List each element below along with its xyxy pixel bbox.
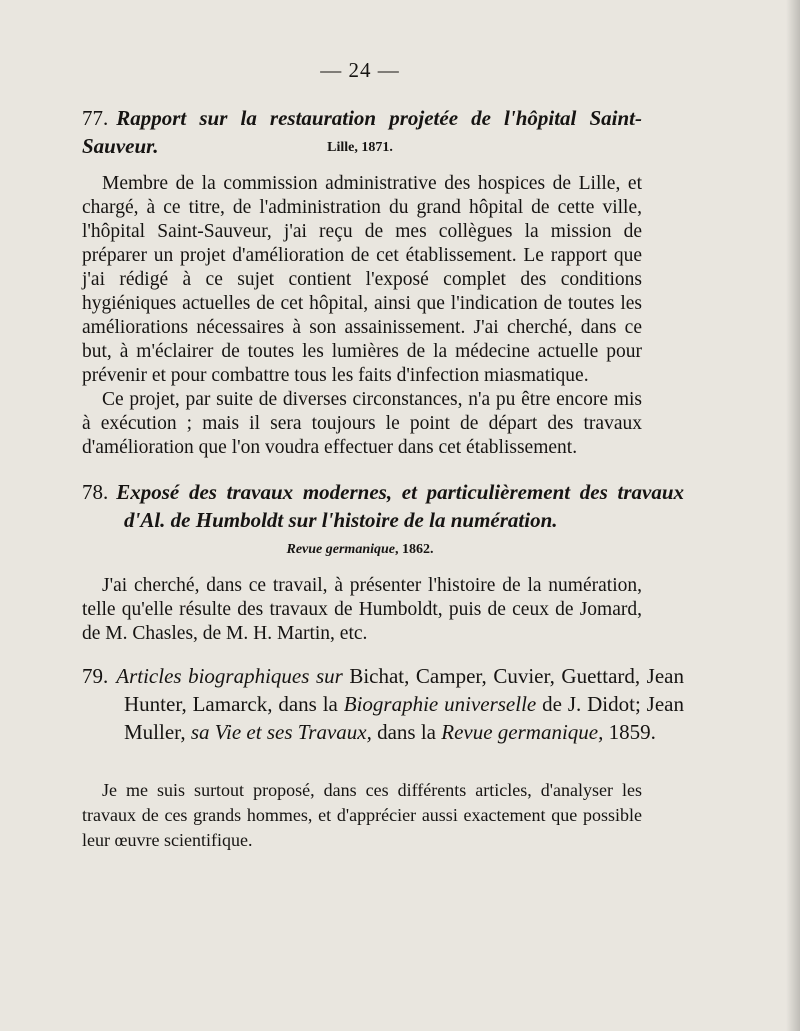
entry-77-body: [82, 172, 642, 460]
entry-78-source-year: , 1862.: [395, 542, 434, 557]
entry-77-paragraph-2: Ce projet, par suite de diverses circonstances, n'a pu être encore mis à exécution ; mais il sera toujours le point de départ des travaux d'amélioration que l'on voudra effectuer dans cet établissement.: [82, 389, 642, 458]
entry-77-source: Lille, 1871.: [327, 140, 393, 155]
entry-79-title-part-8: 1859.: [603, 720, 656, 744]
entry-77-title: Rapport sur la restauration projetée de l'hôpital Saint-Sauveur.: [82, 106, 642, 158]
entry-78-paragraph-1: J'ai cherché, dans ce travail, à présenter l'histoire de la numération, telle qu'elle résulte des travaux de Humboldt, puis de ceux de Jomard, de M. Chasles, de M. H. Martin, etc.: [82, 575, 642, 644]
entry-79-title-part-3: Biographie universelle: [343, 692, 537, 716]
entry-79-title-part-5: sa Vie et ses Travaux,: [190, 720, 372, 744]
entry-79-title-part-1: Articles biographiques sur: [116, 664, 350, 688]
entry-78-number: 78.: [82, 480, 109, 504]
entry-79-heading: [82, 662, 684, 746]
entry-79-title-part-7: Revue germanique,: [441, 720, 604, 744]
entry-77-number: 77.: [82, 106, 109, 130]
entry-79-paragraph-1: Je me suis surtout proposé, dans ces différents articles, d'analyser les travaux de ces grands hommes, et d'apprécier aussi exactement que possible leur œuvre scientifique.: [82, 780, 642, 850]
entry-78-source-journal: Revue germanique: [286, 542, 395, 557]
entry-78-title: Exposé des travaux modernes, et particulièrement des travaux d'Al. de Humboldt sur l'histoire de la numération.: [116, 480, 684, 532]
entry-79-number: 79.: [82, 664, 109, 688]
page-number: — 24 —: [320, 58, 400, 82]
entry-79-title-part-6: dans la: [371, 720, 442, 744]
entry-78-body: [82, 574, 642, 646]
entry-77-paragraph-1: Membre de la commission administrative des hospices de Lille, et chargé, à ce titre, de l'administration du grand hôpital de cette ville, l'hôpital Saint-Sauveur, j'ai reçu de mes collègues la mission de préparer un projet d'amélioration de cet établissement. Le rapport que j'ai rédigé à ce sujet contient l'exposé complet des conditions hygiéniques actuelles de cet hôpital, ainsi que l'indication de toutes les améliorations nécessaires à son assainissement. J'ai cherché, dans ce but, à m'éclairer de toutes les lumières de la médecine actuelle pour prévenir et pour combattre tous les faits d'infection miasmatique.: [82, 173, 642, 386]
entry-79-title-part-4: de J. Didot; Jean Muller,: [124, 692, 684, 744]
entry-79-title-part-2: Bichat, Camper, Cuvier, Guettard, Jean Hunter, Lamarck, dans la: [124, 664, 684, 716]
entry-78-heading: [82, 478, 684, 534]
entry-79-body: [82, 778, 642, 853]
page-edge-shadow: [786, 0, 800, 1031]
entry-78-source: [0, 542, 720, 558]
